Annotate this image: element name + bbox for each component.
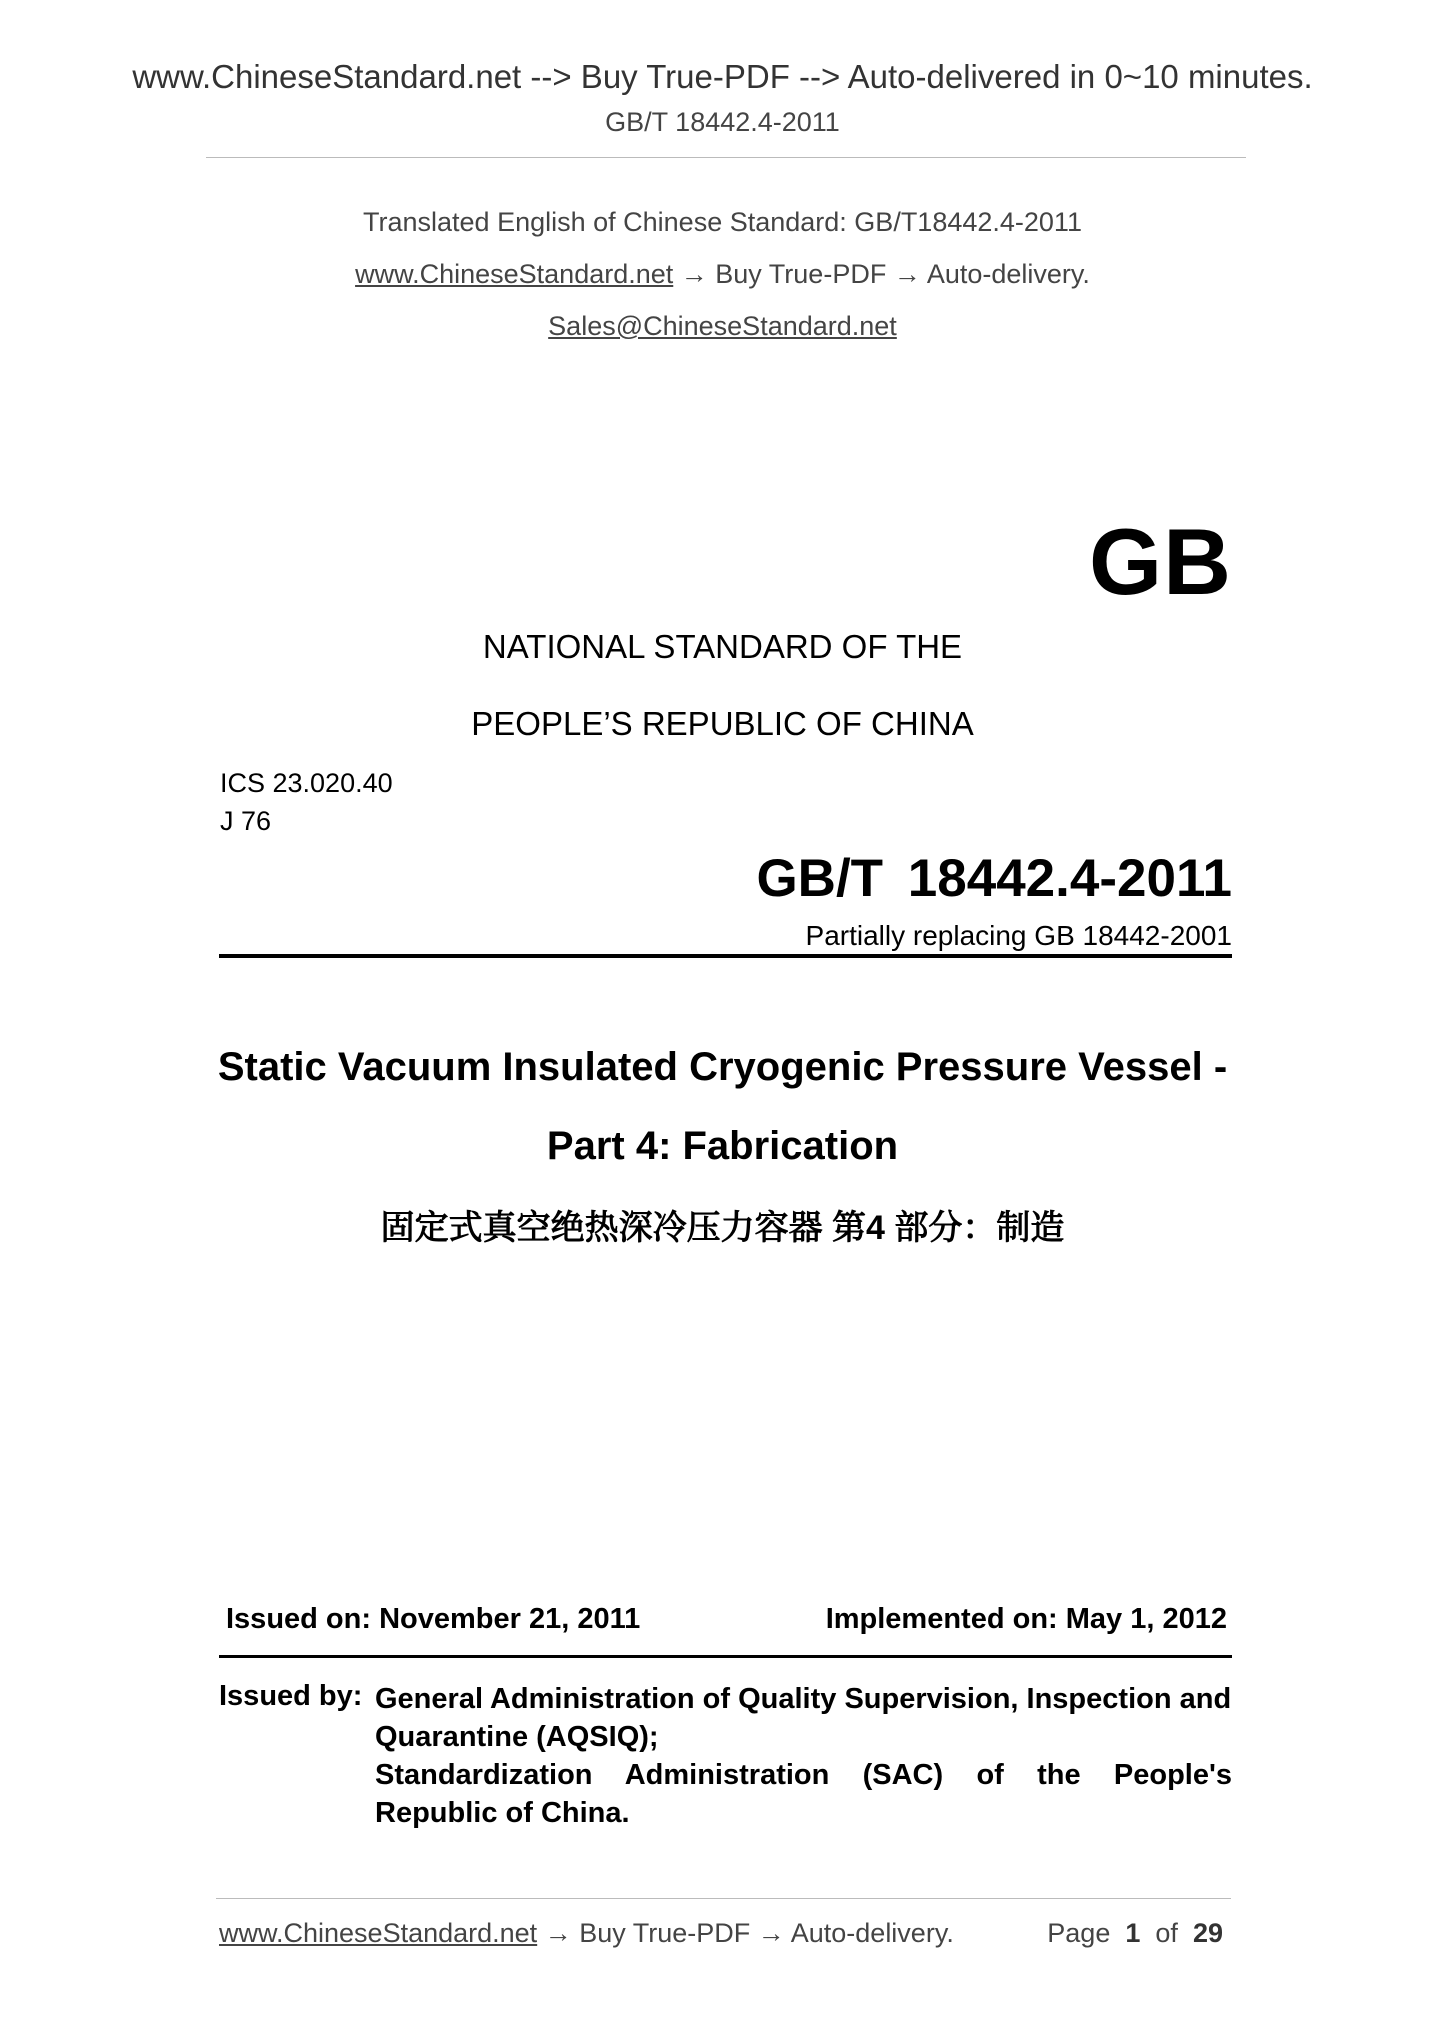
issued-by-label: Issued by:: [219, 1680, 363, 1712]
site-line-suffix: → Buy True-PDF → Auto-delivery.: [673, 259, 1090, 289]
code-divider: [219, 954, 1232, 958]
replacing-note: Partially replacing GB 18442-2001: [805, 920, 1232, 951]
sales-email-link[interactable]: Sales@ChineseStandard.net: [548, 311, 897, 341]
standard-code: GB/T 18442.4-2011: [756, 849, 1232, 908]
site-link[interactable]: www.ChineseStandard.net: [355, 259, 674, 289]
footer-site-line: [219, 1918, 954, 1949]
footer-divider: [216, 1898, 1231, 1899]
national-standard-line1: NATIONAL STANDARD OF THE: [482, 628, 963, 665]
gb-logo: GB: [1089, 509, 1232, 614]
national-standard-line2: PEOPLE’S REPUBLIC OF CHINA: [471, 705, 974, 742]
page-of-label: of: [1155, 1918, 1178, 1948]
issued-by-org1-line1: General Administration of Quality Supervision, Inspection and: [375, 1683, 1232, 1715]
page-total: 29: [1192, 1918, 1223, 1948]
issued-by-org2-line2: Republic of China.: [375, 1797, 630, 1829]
translated-notice: Translated English of Chinese Standard: GB/T18442.4-2011: [363, 207, 1082, 237]
page-label: Page: [1047, 1918, 1111, 1948]
issued-on-date: Issued on: November 21, 2011: [226, 1603, 641, 1635]
dates-divider: [219, 1655, 1232, 1658]
ccs-code: J 76: [220, 806, 272, 836]
title-chinese: 固定式真空绝热深冷压力容器 第4 部分：制造: [380, 1209, 1065, 1247]
ics-code: ICS 23.020.40: [220, 768, 393, 798]
header-standard-code: GB/T 18442.4-2011: [605, 107, 840, 137]
page-indicator: [1047, 1918, 1223, 1949]
footer-site-link[interactable]: www.ChineseStandard.net: [219, 1918, 538, 1948]
sales-line: [0, 311, 1445, 342]
header-banner: www.ChineseStandard.net --> Buy True-PDF --> Auto-delivered in 0~10 minutes.: [132, 58, 1313, 95]
site-line: [0, 259, 1445, 290]
implemented-on-date: Implemented on: May 1, 2012: [825, 1603, 1227, 1635]
footer-site-suffix: → Buy True-PDF → Auto-delivery.: [537, 1918, 954, 1948]
issued-by-org2-line1: Standardization Administration (SAC) of the People's: [375, 1759, 1232, 1791]
title-line1: Static Vacuum Insulated Cryogenic Pressure Vessel -: [217, 1045, 1228, 1089]
title-line2: Part 4: Fabrication: [546, 1124, 899, 1168]
page-number: 1: [1125, 1918, 1141, 1948]
header-divider: [206, 157, 1246, 158]
issued-by-org1-line2: Quarantine (AQSIQ);: [375, 1721, 659, 1753]
